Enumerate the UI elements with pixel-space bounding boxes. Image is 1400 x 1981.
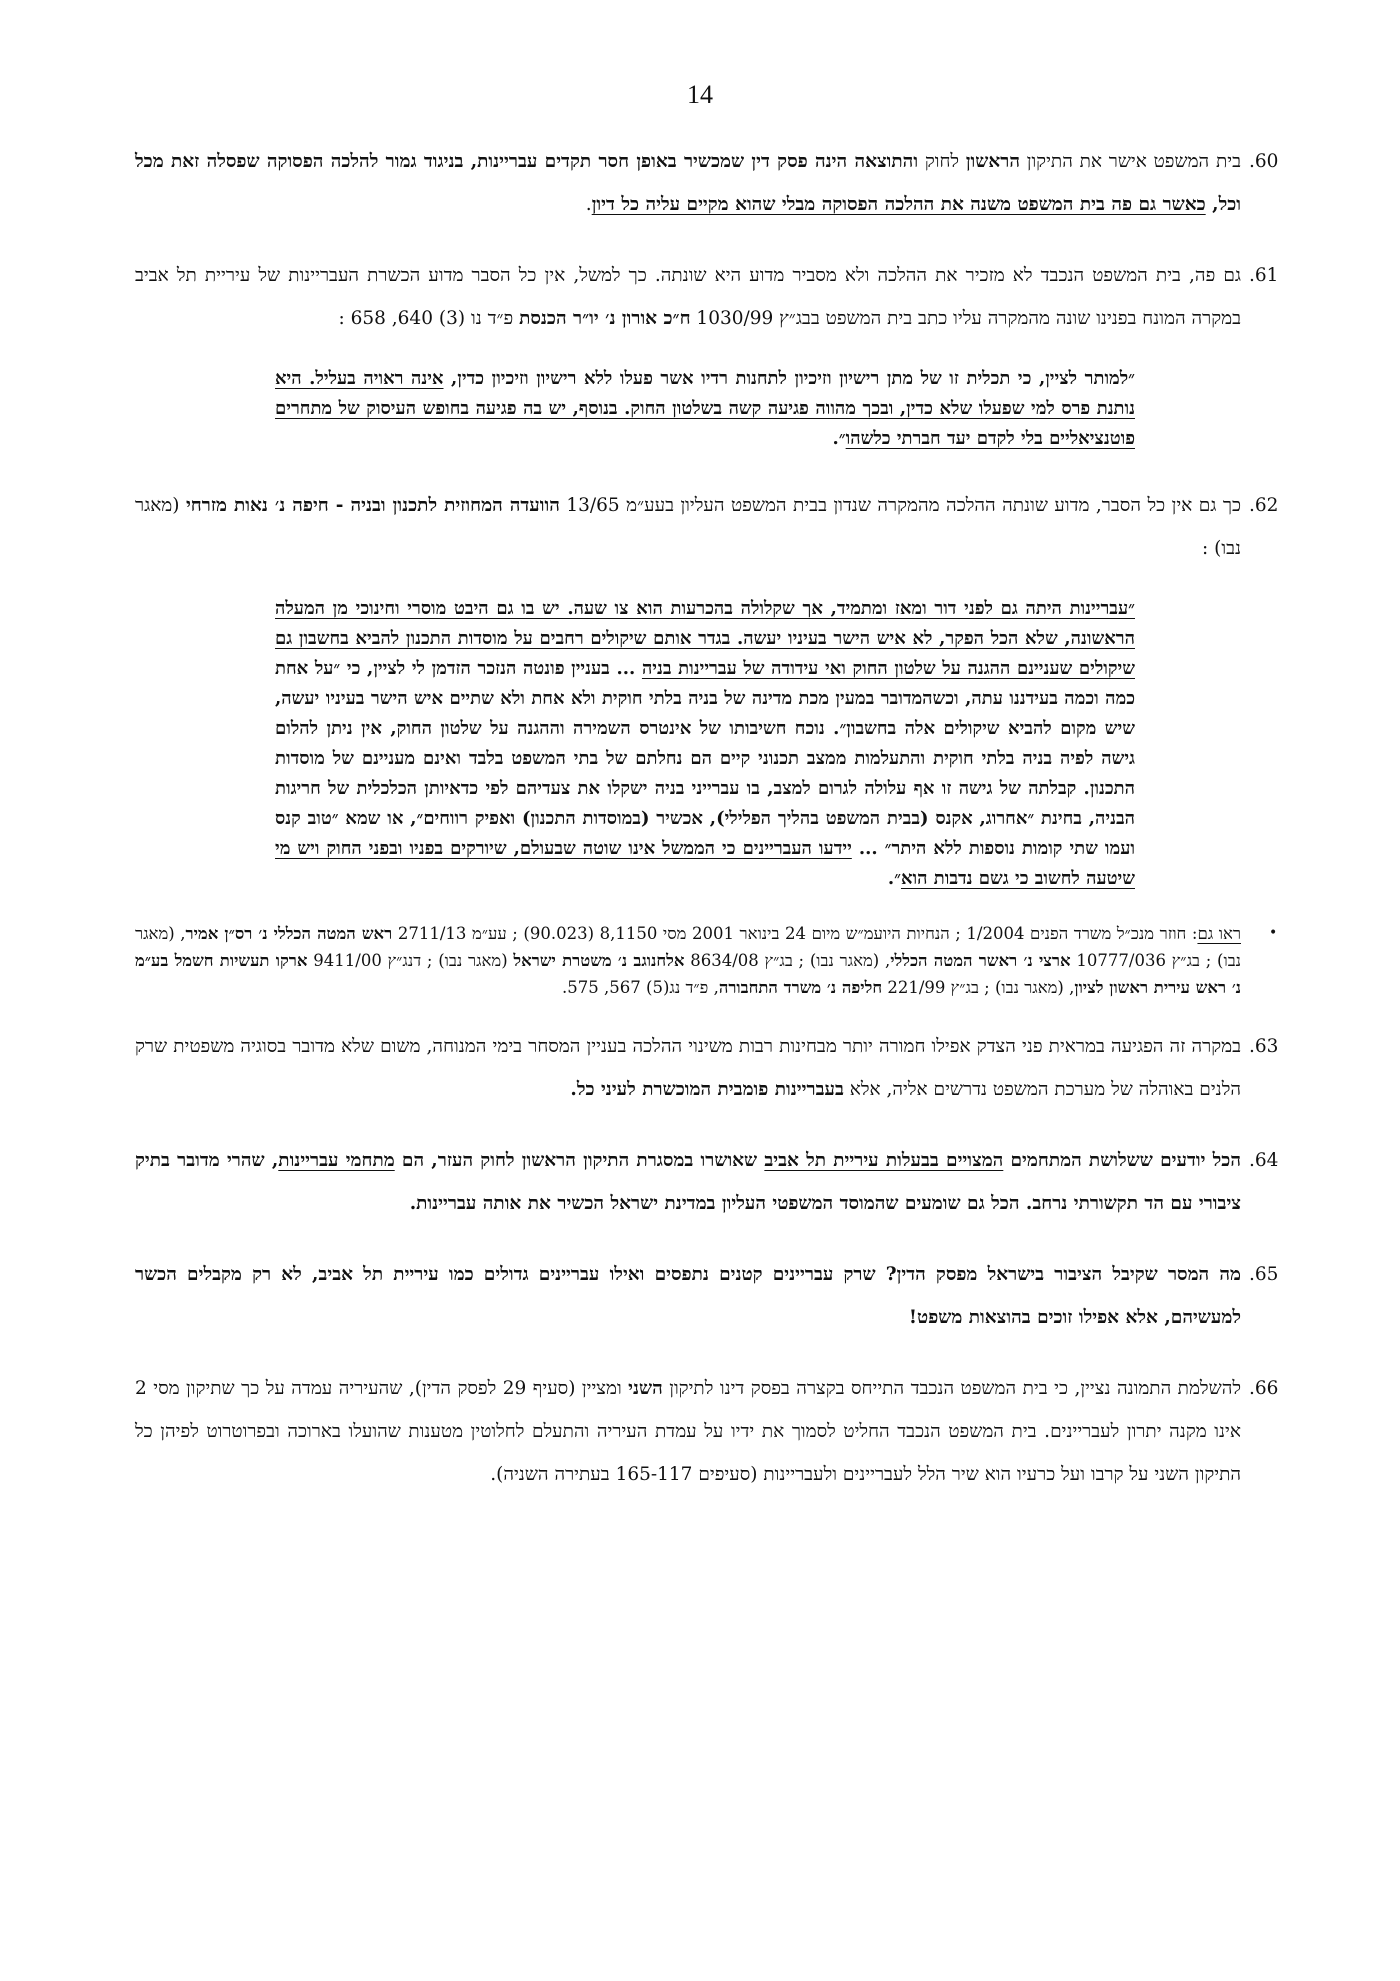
- paragraph-60: [135, 140, 1279, 226]
- paragraph-number: .65: [1249, 1264, 1279, 1285]
- case-name: ארקו תעשיות חשמל בע״מ נ׳ ראש עירית ראשון לציון: [135, 951, 1241, 997]
- text: להשלמת התמונה נציין, כי בית המשפט הנכבד התייחס בקצרה בפסק דינו לתיקון: [662, 1378, 1241, 1399]
- text: , (מאגר נבו) ; בג״ץ 10777/036: [135, 924, 1242, 970]
- text: במקרה זה הפגיעה במראית פני הצדק אפילו חמורה יותר מבחינות רבות משינוי ההלכה בעניין המסחר בימי המנוחה, משום שלא מדובר בסוגיה משפטית שרק הלנים באוהלה של מערכת המשפט נדרשים אליה, אלא: [135, 1036, 1241, 1100]
- block-quote-1: [275, 364, 1135, 454]
- text: (מאגר נבו) :: [135, 495, 1241, 559]
- text: פ״ד נו (3) 640, 658 :: [338, 308, 520, 329]
- quote-text: ... בעניין פונטה הנזכר הזדמן לי לציין, כי ״על אחת כמה וכמה בעידננו עתה, וכשהמדובר במעין מכת מדינה של בניה בלתי חוקית ולא אחת ולא שתיים איש הישר בעיניו יעשה, שיש מקום להביא שיקולים אלה בחשבון״. נוכח חשיבותו של אינטרס השמירה וההגנה על שלטון החוק, אין ניתן להלום גישה לפיה בניה בלתי חוקית והתעלמות ממצב תכנוני קיים הם נחלתם של בתי המשפט בלבד ואינם מעניינם של מוסדות התכנון. קבלתה של גישה זו אף עלולה לגרום למצב, בו עברייני בניה ישקלו את צעדיהם לפי כדאיותן הכלכלית של חריגות הבניה, בחינת ״אחרוג, אקנס (בבית המשפט בהליך הפלילי), אכשיר (במוסדות התכנון) ואפיק רווחים״, או שמא ״טוב קנס ועמו שתי קומות נוספות ללא היתר״ ...: [275, 658, 1135, 859]
- quote-text: ״.: [887, 868, 901, 889]
- bullet-icon: •: [1269, 925, 1278, 941]
- see-also-note: [135, 920, 1278, 1001]
- bold-text: הראשון: [965, 151, 1020, 172]
- underlined-quote-text: יידעו העבריינים כי הממשל אינו שוטה שבעולם, שיורקים בפניו ובפני החוק ויש מי שיטעה לחשוב כי גשם נדבות הוא: [275, 838, 1135, 889]
- bold-text: בעבריינות פומבית המוכשרת לעיני כל.: [570, 1079, 844, 1100]
- paragraph-61: [135, 254, 1279, 340]
- bold-text: מה המסר שקיבל הציבור בישראל מפסק הדין? שרק עבריינים קטנים נתפסים ואילו עבריינים גדולים כמו עיריית תל אביב, לא רק מקבלים הכשר למעשיהם, אלא אפילו זוכים בהוצאות משפט!: [135, 1264, 1241, 1328]
- case-name: אלחנוגב נ׳ משטרת ישראל: [513, 951, 685, 970]
- paragraph-63: [135, 1025, 1279, 1111]
- underlined-quote-text: אינה ראויה בעליל. היא נותנת פרס למי שפעלו שלא כדין, ובכך מהווה פגיעה קשה בשלטון החוק. בנוסף, יש בה פגיעה בחופש העיסוק של מתחרים פוטנציאליים בלי לקדם יעד חברתי כלשהו: [275, 368, 1135, 449]
- text: , (מאגר נבו) ; בג״ץ 8634/08: [684, 951, 891, 970]
- text: , (מאגר נבו) ; בג״ץ 221/99: [882, 978, 1075, 997]
- case-name: ארצי נ׳ ראשר המטה הכללי: [890, 951, 1071, 970]
- bold-text: הכל יודעים ששלושת המתחמים: [1003, 1150, 1241, 1171]
- bold-text: שאושרו במסגרת התיקון הראשון לחוק העזר, הם: [394, 1150, 765, 1171]
- see-also-label: ראו גם: [1197, 924, 1241, 943]
- underlined-quote-text: ״עבריינות היתה גם לפני דור ומאז ומתמיד, אך שקלולה בהכרעות הוא צו שעה. יש בו גם היבט מוסרי וחינוכי מן המעלה הראשונה, שלא הכל הפקר, לא איש הישר בעיניו יעשה. בגדר אותם שיקולים רחבים על מוסדות התכנון להביא בחשבון גם שיקולים שעניינם ההגנה על שלטון החוק ואי עידודה של עבריינות בניה: [275, 598, 1135, 679]
- text: : חוזר מנכ״ל משרד הפנים 1/2004 ; הנחיות היועמ״ש מיום 24 בינואר 2001 מסי 8,1150 (90.023) ; עע״מ 2711/13: [392, 924, 1198, 943]
- bold-text: והתוצאה הינה פסק דין שמכשיר באופן חסר תקדים עבריינות, בניגוד גמור להלכה הפסוקה שפסלה זאת מכל וכל,: [135, 151, 1241, 215]
- bold-text: , שהרי מדובר בתיק ציבורי עם הד תקשורתי נרחב. הכל גם שומעים שהמוסד המשפטי העליון במדינת ישראל הכשיר את אותה עבריינות.: [135, 1150, 1241, 1214]
- page-number: 14: [687, 80, 713, 109]
- text: , פ״ד נג(5) 567, 575.: [562, 978, 719, 997]
- paragraph-65: [135, 1253, 1279, 1339]
- underlined-bold-text: כאשר גם פה בית המשפט משנה את ההלכה הפסוקה מבלי שהוא מקיים עליה כל דיון: [591, 194, 1206, 215]
- quote-text: ״.: [832, 428, 846, 449]
- paragraph-62: [135, 484, 1279, 570]
- case-name: הוועדה המחוזית לתכנון ובניה - חיפה נ׳ נאות מזרחי: [185, 495, 560, 516]
- underlined-bold-text: המצויים בבעלות עיריית תל אביב: [764, 1150, 1004, 1171]
- paragraph-64: [135, 1139, 1279, 1225]
- paragraph-number: .60: [1249, 151, 1279, 172]
- case-name: ראש המטה הכללי נ׳ רס״ן אמיר: [185, 924, 393, 943]
- paragraph-number: .63: [1249, 1036, 1279, 1057]
- text: גם פה, בית המשפט הנכבד לא מזכיר את ההלכה ולא מסביר מדוע היא שונתה. כך למשל, אין כל הסבר מדוע הכשרת העבריינות של עיריית תל אביב במקרה המונח בפנינו שונה מהמקרה עליו כתב בית המשפט בבג״ץ 1030/99: [135, 265, 1241, 329]
- quote-text: ״למותר לציין, כי תכלית זו של מתן רישיון וזיכיון לתחנות רדיו אשר פעלו ללא רישיון וזיכיון כדין,: [443, 368, 1135, 389]
- text: ומציין (סעיף 29 לפסק הדין), שהעיריה עמדה על כך שתיקון מסי 2 אינו מקנה יתרון לעבריינים. בית המשפט הנכבד החליט לסמוך את ידיו על עמדת העיריה והתעלם לחלוטין מטענות שהועלו בארוכה ובפרוטרוט לפיהן כל התיקון השני על קרבו ועל כרעיו הוא שיר הלל לעבריינים ולעבריינות (סעיפים 165-117 בעתירה השניה).: [135, 1378, 1241, 1485]
- case-name: ח״כ אורון נ׳ יו״ר הכנסת: [519, 308, 691, 329]
- block-quote-2: [275, 594, 1135, 894]
- paragraph-66: [135, 1367, 1279, 1496]
- underlined-bold-text: מתחמי עבריינות: [278, 1150, 395, 1171]
- paragraph-number: .62: [1249, 495, 1279, 516]
- text: בית המשפט אישר את התיקון: [1019, 151, 1242, 172]
- paragraph-number: .61: [1249, 265, 1279, 286]
- paragraph-number: .64: [1249, 1150, 1279, 1171]
- case-name: חליפה נ׳ משרד התחבורה: [718, 978, 883, 997]
- text: לחוק: [918, 151, 966, 172]
- text: כך גם אין כל הסבר, מדוע שונתה ההלכה מהמקרה שנדון בבית המשפט העליון בעע״מ 13/65: [559, 495, 1241, 516]
- text: (מאגר נבו) ; דנג״ץ 9411/00: [307, 951, 514, 970]
- text: .: [585, 194, 592, 215]
- paragraph-number: .66: [1249, 1378, 1279, 1399]
- bold-text: השני: [628, 1378, 663, 1399]
- document-body: [135, 140, 1279, 1524]
